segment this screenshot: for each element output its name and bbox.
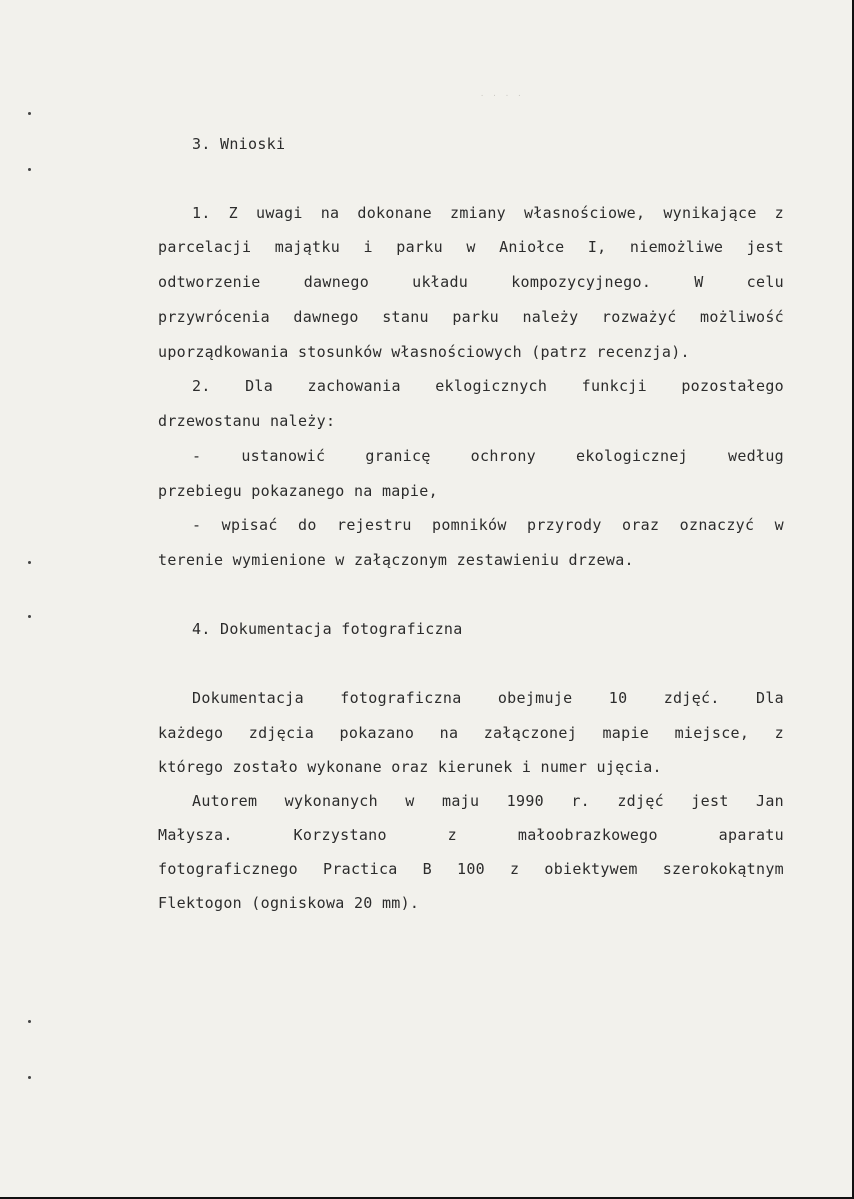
paragraph-line: fotograficznego Practica B 100 z obiektywem szerokokątnym bbox=[158, 860, 784, 878]
paragraph-line: uporządkowania stosunków własnościowych (patrz recenzja). bbox=[158, 343, 690, 361]
margin-mark bbox=[28, 112, 31, 115]
paragraph-line: Dokumentacja fotograficzna obejmuje 10 zdjęć. Dla bbox=[192, 689, 784, 707]
margin-mark bbox=[28, 168, 31, 171]
list-item-line: przebiegu pokazanego na mapie, bbox=[158, 482, 438, 500]
paragraph-line: przywrócenia dawnego stanu parku należy rozważyć możliwość bbox=[158, 308, 784, 326]
paragraph-line: 1. Z uwagi na dokonane zmiany własnościowe, wynikające z bbox=[192, 204, 784, 222]
margin-mark bbox=[28, 561, 31, 564]
list-item-line: - ustanowić granicę ochrony ekologicznej według bbox=[192, 447, 784, 465]
section-heading-wnioski: 3. Wnioski bbox=[192, 135, 286, 153]
paragraph-line: Flektogon (ogniskowa 20 mm). bbox=[158, 894, 420, 912]
paragraph-line: każdego zdjęcia pokazano na załączonej mapie miejsce, z bbox=[158, 724, 784, 742]
margin-mark bbox=[28, 1076, 31, 1079]
margin-mark bbox=[28, 1020, 31, 1023]
faint-stamp: · · · · bbox=[480, 92, 524, 100]
section-heading-dokumentacja: 4. Dokumentacja fotograficzna bbox=[192, 620, 463, 638]
margin-mark bbox=[28, 615, 31, 618]
paragraph-line: którego zostało wykonane oraz kierunek i numer ujęcia. bbox=[158, 758, 662, 776]
paragraph-line: Małysza. Korzystano z małoobrazkowego aparatu bbox=[158, 826, 784, 844]
paragraph-line: 2. Dla zachowania eklogicznych funkcji pozostałego bbox=[192, 377, 784, 395]
paragraph-line: drzewostanu należy: bbox=[158, 412, 336, 430]
paragraph-line: parcelacji majątku i parku w Aniołce I, niemożliwe jest bbox=[158, 238, 784, 256]
paragraph-line: Autorem wykonanych w maju 1990 r. zdjęć jest Jan bbox=[192, 792, 784, 810]
paragraph-line: odtworzenie dawnego układu kompozycyjnego. W celu bbox=[158, 273, 784, 291]
list-item-line: - wpisać do rejestru pomników przyrody oraz oznaczyć w bbox=[192, 516, 784, 534]
list-item-line: terenie wymienione w załączonym zestawieniu drzewa. bbox=[158, 551, 634, 569]
